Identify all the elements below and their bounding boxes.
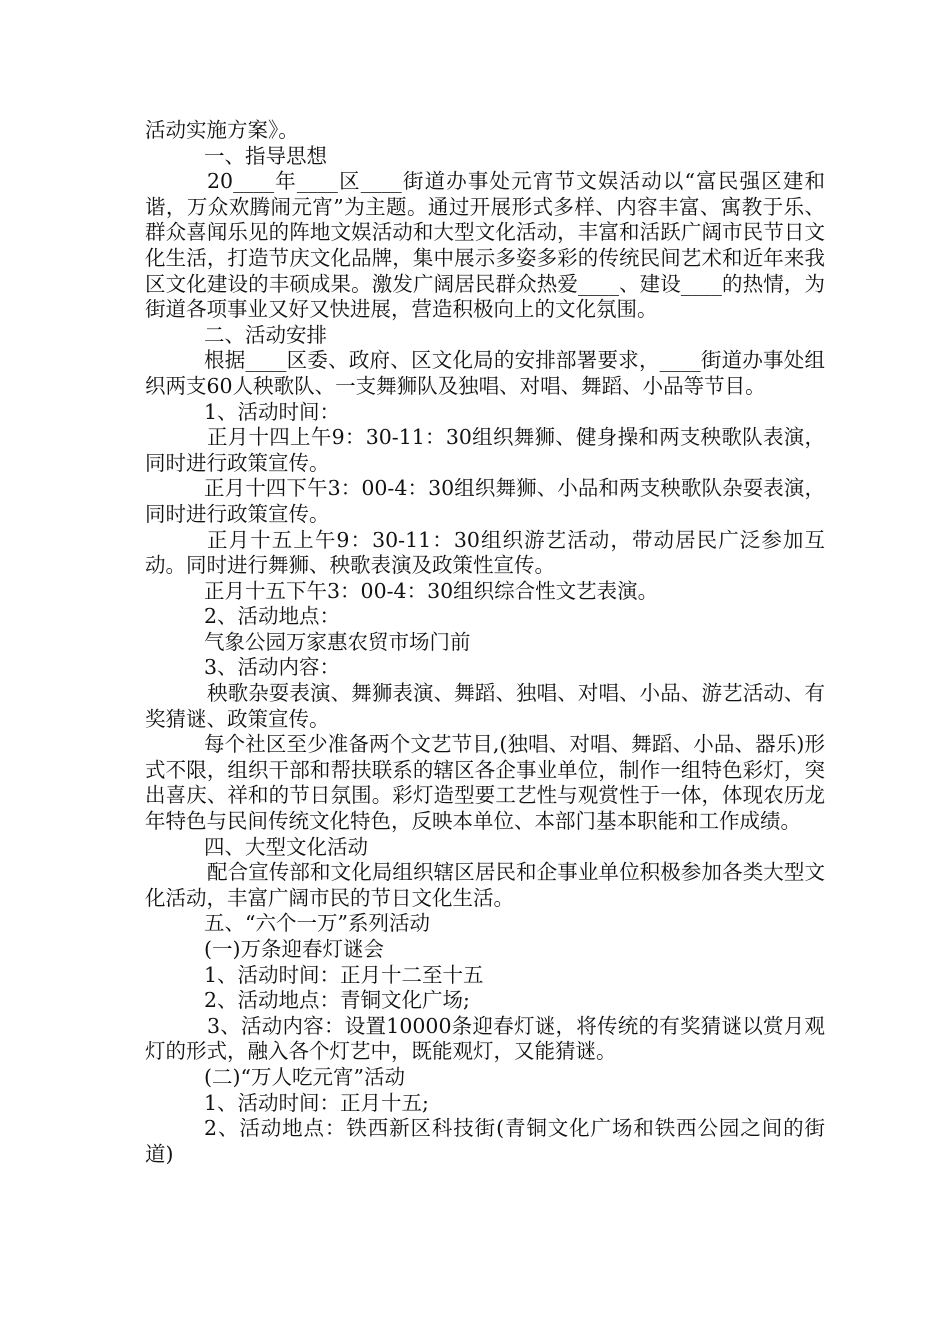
heading-guiding-ideology: 一、指导思想 — [204, 143, 327, 168]
schedule-item: 正月十四上午9：30-11：30组织舞狮、健身操和两支秧歌队表演，同时进行政策宣传。 — [145, 425, 825, 475]
heading-large-cultural-activities: 四、大型文化活动 — [204, 834, 368, 859]
subheading-activity-time: 1、活动时间： — [204, 399, 341, 424]
yuanxiao-time: 1、活动时间：正月十五; — [204, 1090, 429, 1115]
paragraph-large-cultural-activities: 配合宣传部和文化局组织辖区居民和企事业单位积极参加各类大型文化活动，丰富广阔市民的节日文化生活。 — [145, 860, 825, 910]
subheading-activity-location: 2、活动地点： — [204, 604, 341, 629]
riddles-content: 3、活动内容：设置10000条迎春灯谜，将传统的有奖猜谜以赏月观灯的形式，融入各个灯艺中，既能观灯，又能猜谜。 — [145, 1013, 825, 1064]
paragraph-guiding-ideology: 20____年____区____街道办事处元宵节文娱活动以“富民强区建和谐，万众欢腾闹元宵”为主题。通过开展形式多样、内容丰富、寓教于乐、群众喜闻乐见的阵地文娱活动和大型文化活动，丰富和活跃广阔市民节日文化生活，打造节庆文化品牌，集中展示多姿多彩的传统民间艺术和近年来我区文化建设的丰硕成果。激发广阔居民群众热爱____、建设____的热情，为街道各项事业又好又快进展，营造积极向上的文化氛围。 — [145, 169, 825, 322]
schedule-item: 正月十五下午3：00-4：30组织综合性文艺表演。 — [204, 578, 659, 603]
schedule-item: 正月十四下午3：00-4：30组织舞狮、小品和两支秧歌队杂耍表演，同时进行政策宣传。 — [145, 476, 825, 526]
paragraph-community-programs: 每个社区至少准备两个文艺节目,(独唱、对唱、舞蹈、小品、器乐)形式不限，组织干部和帮扶联系的辖区各企事业单位，制作一组特色彩灯，突出喜庆、祥和的节日氛围。彩灯造型要工艺性与观赏性于一体，体现农历龙年特色与民间传统文化特色，反映本单位、本部门基本职能和工作成绩。 — [145, 732, 825, 834]
paragraph-intro-tail: 活动实施方案》。 — [145, 118, 299, 142]
schedule-item: 正月十五上午9：30-11：30组织游艺活动，带动居民广泛参加互动。同时进行舞狮、秧歌表演及政策性宣传。 — [145, 527, 825, 578]
location-text: 气象公园万家惠农贸市场门前 — [204, 629, 471, 654]
subheading-activity-content: 3、活动内容： — [204, 655, 341, 680]
yuanxiao-location: 2、活动地点：铁西新区科技街(青铜文化广场和铁西公园之间的街道) — [145, 1116, 825, 1166]
heading-activity-arrangement: 二、活动安排 — [204, 322, 327, 347]
heading-six-ten-thousand: 五、“六个一万”系列活动 — [204, 911, 430, 936]
subheading-eat-yuanxiao: (二)“万人吃元宵”活动 — [204, 1064, 405, 1089]
subheading-lantern-riddles: (一)万条迎春灯谜会 — [204, 937, 384, 961]
paragraph-arrangement: 根据____区委、政府、区文化局的安排部署要求，____街道办事处组织两支60人秧歌队、一支舞狮队及独唱、对唱、舞蹈、小品等节目。 — [145, 348, 825, 398]
document-body — [145, 118, 825, 1167]
riddles-location: 2、活动地点：青铜文化广场; — [204, 988, 470, 1013]
content-list-text: 秧歌杂耍表演、舞狮表演、舞蹈、独唱、对唱、小品、游艺活动、有奖猜谜、政策宣传。 — [145, 681, 825, 731]
riddles-time: 1、活动时间：正月十二至十五 — [204, 962, 484, 987]
